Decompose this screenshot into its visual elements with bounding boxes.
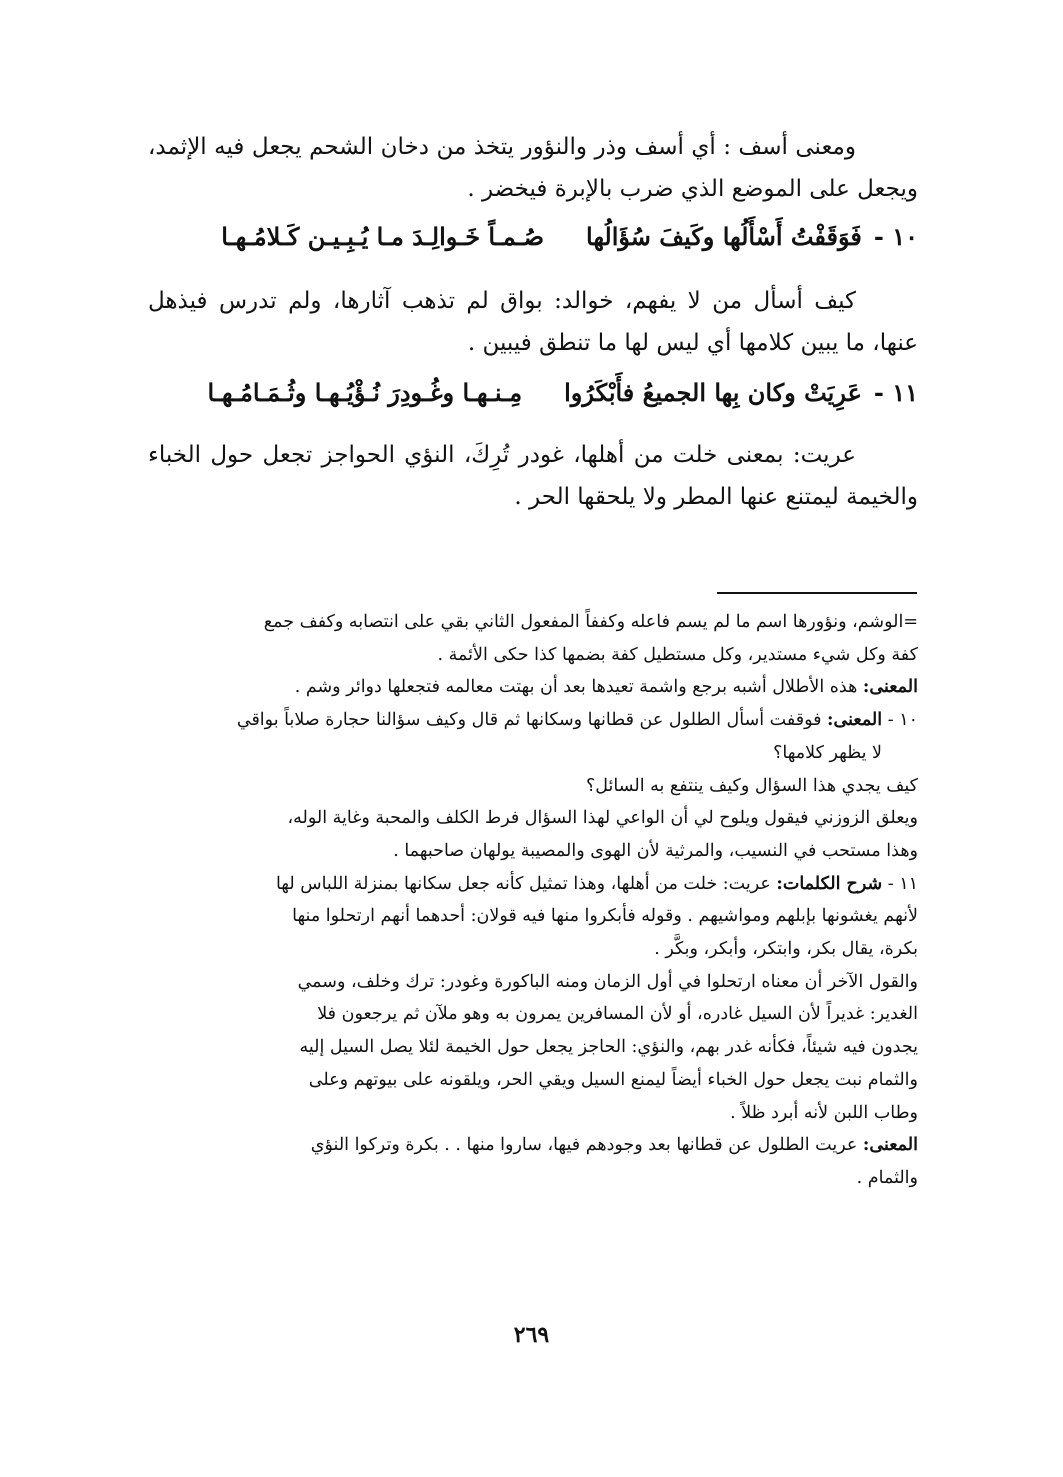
verse-11 (148, 378, 918, 407)
footnote-line (148, 671, 918, 704)
page-number: ٢٦٩ (513, 1322, 550, 1348)
footnote-label: المعنى: (827, 710, 883, 731)
footnote-line: يجدون فيه شيئاً، فكأنه غدر بهم، والنؤي: الحاجز يجعل حول الخيمة لئلا يصل السيل إليه (299, 1037, 918, 1058)
paragraph-text: ومعنى أسف : أي أسف وذر والنؤور يتخذ من دخان الشحم يجعل فيه الإثمد، ويجعل على الموضع الذي ضرب بالإبرة فيخضر . (148, 134, 918, 202)
footnote-label: المعنى: (862, 677, 918, 698)
footnote-line: لا يظهر كلامها؟ (773, 742, 882, 763)
footnote-number: ١١ - (882, 873, 918, 894)
main-paragraph-2 (148, 280, 918, 364)
footnote-line (148, 1129, 918, 1162)
paragraph-text: كيف أسأل من لا يفهم، خوالد: بواق لم تذهب آثارها، ولم تدرس فيذهل عنها، ما يبين كلامها أي ليس لها ما تنطق فيبين . (148, 288, 918, 356)
footnote-line: وهذا مستحب في النسيب، والمرثية لأن الهوى والمصيبة يولهان صاحبهما . (393, 840, 918, 861)
footnote-line: ويعلق الزوزني فيقول ويلوح لي أن الواعي لهذا السؤال فرط الكلف والمحبة وغاية الوله، (287, 808, 918, 829)
footnote-text: عريت: خلت من أهلها، وهذا تمثيل كأنه جعل سكانها بمنزلة اللباس لها (275, 873, 777, 894)
footnote-text: عريت الطلول عن قطانها بعد وجودهم فيها، ساروا منها . . بكرة وتركوا النؤي (310, 1135, 863, 1156)
footnote-text: هذه الأطلال أشبه برجع واشمة تعيدها بعد أن بهتت معالمه فتجعلها دوائر وشم . (294, 677, 863, 698)
footnote-line: كيف يجدي هذا السؤال وكيف ينتفع به السائل؟ (586, 775, 918, 796)
footnote-separator (717, 592, 917, 594)
verse-10 (148, 222, 918, 251)
verse-number: ١٠ - (873, 222, 918, 251)
verse-hemistich-1: فَوَقَفْتُ أَسْأَلُها وكَيفَ سُؤَالُها (586, 222, 862, 251)
footnote-line: والقول الآخر أن معناه ارتحلوا في أول الزمان ومنه الباكورة وغودر: ترك وخلف، وسمي (297, 971, 918, 992)
verse-hemistich-1: عَرِيَتْ وكان بِها الجميعُ فأَبْكَرُوا (564, 378, 862, 407)
verse-number: ١١ - (873, 378, 918, 407)
footnote-line: وطاب اللبن لأنه أبرد ظلاً . (730, 1102, 918, 1123)
footnotes (148, 606, 918, 1195)
footnote-number: ١٠ - (882, 710, 918, 731)
main-paragraph-1 (148, 126, 918, 210)
footnote-line: والثمام نبت يجعل حول الخباء أيضاً ليمنع السيل ويقي الحر، ويلقونه على بيوتهم وعلى (308, 1069, 918, 1090)
footnote-line: لأنهم يغشونها بإبلهم ومواشيهم . وقوله فأبكروا منها فيه قولان: أحدهما أنهم ارتحلوا منها (292, 906, 918, 927)
main-paragraph-3 (148, 434, 918, 518)
footnote-line: =الوشم، ونؤورها اسم ما لم يسم فاعله وكففاً المفعول الثاني بقي على انتصابه وكفف جمع (263, 612, 918, 632)
footnote-line: الغدير: غديراً لأن السيل غادره، أو لأن المسافرين يمرون به وهو ملآن ثم يرجعون فلا (317, 1004, 918, 1025)
paragraph-text: عريت: بمعنى خلت من أهلها، غودر تُرِكَ، النؤي الحواجز تجعل حول الخباء والخيمة ليمتنع عنها المطر ولا يلحقها الحر . (148, 442, 918, 510)
footnote-text: فوقفت أسأل الطلول عن قطانها وسكانها ثم قال وكيف سؤالنا حجارة صلاباً بواقي (236, 710, 828, 731)
footnote-line (148, 868, 918, 901)
footnote-line: كفة وكل شيء مستدير، وكل مستطيل كفة بضمها كذا حكى الأئمة . (437, 644, 918, 665)
footnote-label: المعنى: (862, 1135, 918, 1156)
verse-hemistich-2: مِـنـهـا وغُـودِرَ نُـؤْيُـهـا وثُـمَـامُـهـا (207, 378, 523, 407)
verse-hemistich-2: صُـمـاً خَـوالِـدَ مـا يُـبِـيـن كَـلامُـهـا (221, 222, 545, 251)
footnote-label: شرح الكلمات: (776, 873, 883, 894)
footnote-line (148, 704, 918, 737)
footnote-line: والثمام . (856, 1167, 918, 1188)
footnote-line: بكرة، يقال بكر، وابتكر، وأبكر، وبكَّر . (654, 939, 918, 960)
